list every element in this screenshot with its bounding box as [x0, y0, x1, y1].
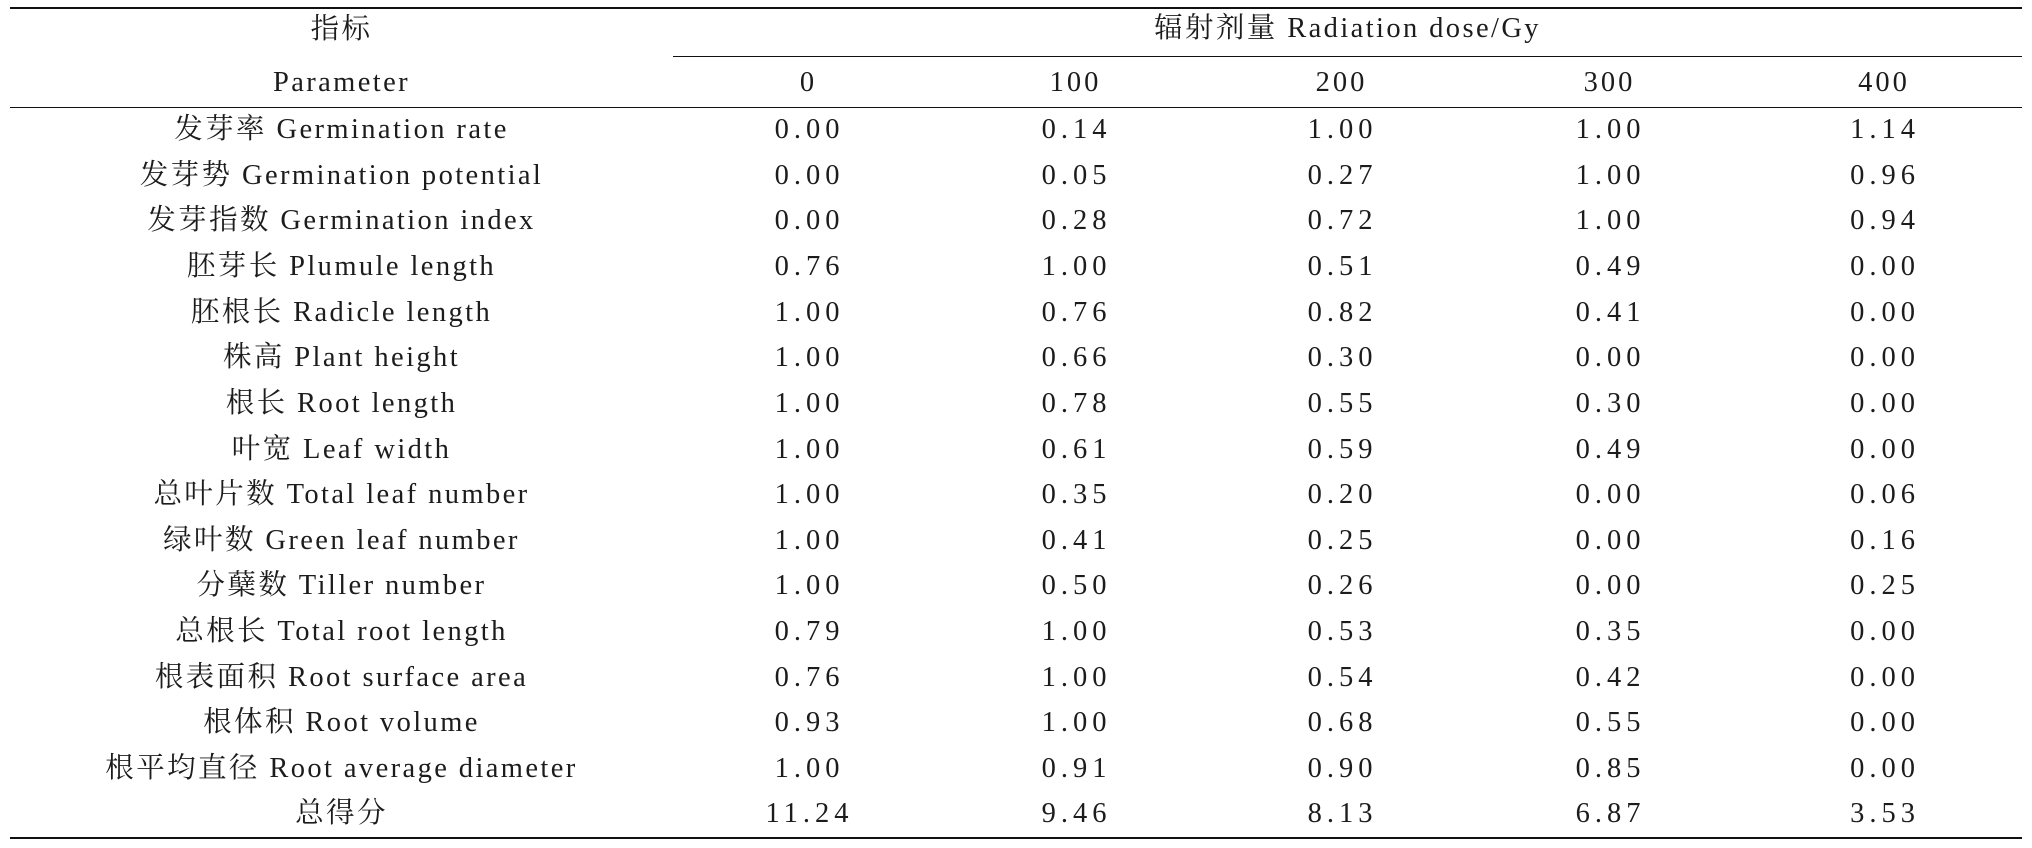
- value-cell: 1.00: [1041, 707, 1112, 739]
- table-row: [10, 427, 2022, 473]
- value-cell: 1.00: [1041, 616, 1112, 648]
- data-table: [10, 7, 2022, 839]
- value-cell: 0.91: [1041, 753, 1112, 785]
- row-label: 株高 Plant height: [222, 342, 461, 374]
- row-label: 根表面积 Root surface area: [154, 661, 529, 693]
- value-cell: 0.00: [1850, 342, 1920, 374]
- value-cell: 0.00: [1575, 479, 1646, 511]
- row-label: 胚芽长 Plumule length: [186, 250, 497, 282]
- row-label: 总叶片数 Total leaf number: [153, 479, 530, 511]
- dose-column-header: 300: [1473, 57, 1743, 108]
- value-cell: 0.35: [1041, 479, 1112, 511]
- value-cell: 0.68: [1307, 707, 1378, 739]
- value-cell: 0.00: [1850, 753, 1920, 785]
- value-cell: 0.00: [1850, 250, 1920, 282]
- value-cell: 0.00: [1850, 707, 1920, 739]
- value-cell: 0.50: [1041, 570, 1112, 602]
- value-cell: 0.49: [1575, 250, 1646, 282]
- value-cell: 0.76: [774, 250, 845, 282]
- value-cell: 0.61: [1041, 433, 1112, 465]
- value-cell: 0.05: [1041, 159, 1112, 191]
- value-cell: 0.00: [774, 205, 845, 237]
- value-cell: 0.00: [774, 159, 845, 191]
- header-row-top: [10, 8, 2022, 57]
- value-cell: 0.66: [1041, 342, 1112, 374]
- value-cell: 0.25: [1307, 524, 1378, 556]
- table-row: [10, 199, 2022, 245]
- value-cell: 0.25: [1850, 570, 1920, 602]
- value-cell: 0.85: [1575, 753, 1646, 785]
- value-cell: 1.00: [774, 296, 845, 328]
- value-cell: 0.90: [1307, 753, 1378, 785]
- table-row: [10, 701, 2022, 747]
- row-label: 分蘖数 Tiller number: [196, 570, 487, 602]
- value-cell: 0.28: [1041, 205, 1112, 237]
- value-cell: 0.49: [1575, 433, 1646, 465]
- table-row: [10, 610, 2022, 656]
- value-cell: 0.76: [774, 661, 845, 693]
- value-cell: 0.35: [1575, 616, 1646, 648]
- value-cell: 0.42: [1575, 661, 1646, 693]
- value-cell: 0.00: [774, 114, 845, 146]
- value-cell: 8.13: [1307, 798, 1378, 830]
- value-cell: 1.00: [774, 570, 845, 602]
- value-cell: 0.55: [1307, 387, 1378, 419]
- row-label: 根体积 Root volume: [203, 707, 480, 739]
- table-row: [10, 655, 2022, 701]
- value-cell: 0.54: [1307, 661, 1378, 693]
- value-cell: 0.27: [1307, 159, 1378, 191]
- value-cell: 0.00: [1575, 524, 1646, 556]
- dose-column-header: 0: [673, 57, 941, 108]
- value-cell: 0.20: [1307, 479, 1378, 511]
- value-cell: 0.26: [1307, 570, 1378, 602]
- row-label: 发芽势 Germination potential: [139, 159, 544, 191]
- value-cell: 0.93: [774, 707, 845, 739]
- value-cell: 1.00: [774, 433, 845, 465]
- table-row: [10, 244, 2022, 290]
- value-cell: 0.96: [1850, 159, 1920, 191]
- parameter-header-en: Parameter: [10, 57, 673, 108]
- value-cell: 0.16: [1850, 524, 1920, 556]
- value-cell: 0.00: [1575, 342, 1646, 374]
- row-label: 总得分: [295, 798, 388, 830]
- value-cell: 1.14: [1850, 114, 1920, 146]
- value-cell: 0.53: [1307, 616, 1378, 648]
- value-cell: 9.46: [1041, 798, 1112, 830]
- value-cell: 0.14: [1041, 114, 1112, 146]
- value-cell: 3.53: [1850, 798, 1920, 830]
- table-row: [10, 336, 2022, 382]
- value-cell: 0.06: [1850, 479, 1920, 511]
- row-label: 根平均直径 Root average diameter: [105, 753, 578, 785]
- value-cell: 1.00: [1307, 114, 1378, 146]
- value-cell: 1.00: [1041, 250, 1112, 282]
- value-cell: 0.00: [1850, 296, 1920, 328]
- dose-column-header: 400: [1743, 57, 2022, 108]
- value-cell: 0.41: [1041, 524, 1112, 556]
- value-cell: 0.94: [1850, 205, 1920, 237]
- table-row: [10, 153, 2022, 199]
- table-row: [10, 564, 2022, 610]
- table-row: [10, 518, 2022, 564]
- total-score-row: [10, 792, 2022, 838]
- value-cell: 0.79: [774, 616, 845, 648]
- table-body: [10, 108, 2022, 838]
- value-cell: 1.00: [1575, 114, 1646, 146]
- value-cell: 1.00: [774, 479, 845, 511]
- value-cell: 0.72: [1307, 205, 1378, 237]
- value-cell: 1.00: [774, 524, 845, 556]
- table-row: [10, 473, 2022, 519]
- table-row: [10, 290, 2022, 336]
- value-cell: 1.00: [774, 387, 845, 419]
- value-cell: 0.30: [1307, 342, 1378, 374]
- table-header: [10, 8, 2022, 108]
- value-cell: 0.55: [1575, 707, 1646, 739]
- radiation-dose-header: 辐射剂量 Radiation dose/Gy: [673, 8, 2022, 57]
- dose-column-header: 200: [1207, 57, 1473, 108]
- value-cell: 1.00: [1041, 661, 1112, 693]
- parameter-header-cn: 指标: [310, 13, 373, 45]
- value-cell: 0.00: [1850, 387, 1920, 419]
- value-cell: 0.00: [1575, 570, 1646, 602]
- value-cell: 0.76: [1041, 296, 1112, 328]
- dose-column-header: 100: [941, 57, 1207, 108]
- value-cell: 0.59: [1307, 433, 1378, 465]
- value-cell: 1.00: [774, 342, 845, 374]
- value-cell: 6.87: [1575, 798, 1646, 830]
- value-cell: 1.00: [1575, 159, 1646, 191]
- value-cell: 0.30: [1575, 387, 1646, 419]
- row-label: 发芽率 Germination rate: [174, 114, 509, 146]
- value-cell: 0.00: [1850, 616, 1920, 648]
- value-cell: 1.00: [1575, 205, 1646, 237]
- value-cell: 11.24: [765, 798, 854, 830]
- row-label: 总根长 Total root length: [175, 616, 508, 648]
- value-cell: 1.00: [774, 753, 845, 785]
- row-label: 叶宽 Leaf width: [231, 433, 452, 465]
- row-label: 根长 Root length: [225, 387, 458, 419]
- row-label: 胚根长 Radicle length: [190, 296, 493, 328]
- value-cell: 0.00: [1850, 661, 1920, 693]
- value-cell: 0.82: [1307, 296, 1378, 328]
- header-row-bottom: [10, 57, 2022, 108]
- value-cell: 0.00: [1850, 433, 1920, 465]
- table-row: [10, 381, 2022, 427]
- value-cell: 0.41: [1575, 296, 1646, 328]
- value-cell: 0.51: [1307, 250, 1378, 282]
- table-row: [10, 108, 2022, 154]
- value-cell: 0.78: [1041, 387, 1112, 419]
- table-row: [10, 746, 2022, 792]
- row-label: 发芽指数 Germination index: [147, 205, 536, 237]
- row-label: 绿叶数 Green leaf number: [163, 524, 520, 556]
